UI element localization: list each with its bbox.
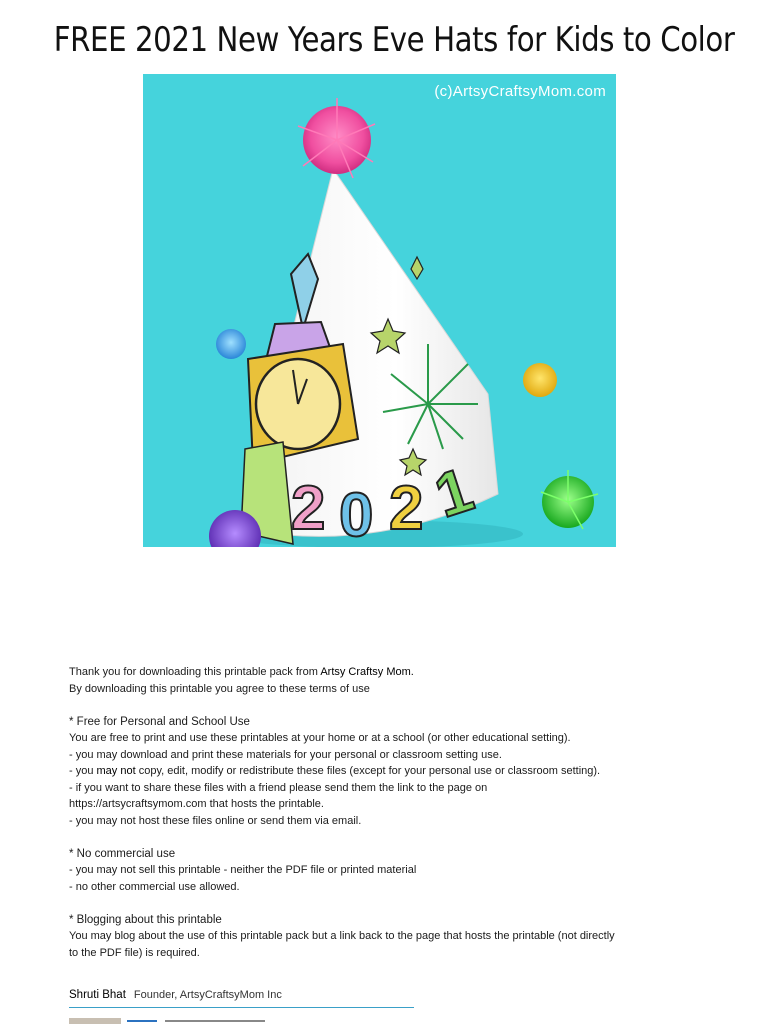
signature-role: Founder, ArtsyCraftsyMom Inc: [133, 989, 282, 1001]
may-not-emphasis: may not: [96, 765, 136, 777]
footer-text: [165, 1020, 265, 1022]
section-heading-blogging: * Blogging about this printable: [69, 913, 222, 926]
terms-line: - you may download and print these materials for your personal or classroom setting use.: [69, 748, 502, 761]
section-heading-personal-use: * Free for Personal and School Use: [69, 715, 250, 728]
svg-text:0: 0: [339, 481, 374, 547]
intro-line-2: By downloading this printable you agree to these terms of use: [69, 682, 370, 695]
terms-line: [69, 763, 709, 780]
intro-line: [69, 664, 709, 681]
svg-text:2: 2: [291, 474, 326, 543]
terms-line: - you may not sell this printable - neither the PDF file or printed material: [69, 864, 417, 876]
terms-line: You are free to print and use these printables at your home or at a school (or other educational setting).: [69, 732, 571, 744]
terms-line: - no other commercial use allowed.: [69, 880, 240, 893]
section-heading-commercial: * No commercial use: [69, 847, 176, 860]
intro-text: Thank you for downloading this printable pack from: [69, 666, 321, 678]
terms-line: - you may not host these files online or send them via email.: [69, 814, 362, 827]
party-hat-illustration: [143, 74, 616, 547]
terms-line: You may blog about the use of this printable pack but a link back to the page that hosts the printable (not directly: [69, 930, 615, 942]
party-hat-photo: [143, 74, 616, 547]
terms-line: https://artsycraftsymom.com that hosts the printable.: [69, 798, 324, 810]
terms-line: - if you want to share these files with a friend please send them the link to the page on: [69, 781, 488, 794]
footer-link: [127, 1020, 157, 1022]
signature-line: [69, 989, 414, 1008]
svg-text:2: 2: [389, 474, 424, 543]
terms-text: copy, edit, modify or redistribute these files (except for your personal use or classroom setting).: [135, 765, 601, 777]
footer-thumbnail: [69, 1018, 121, 1024]
terms-line: to the PDF file) is required.: [69, 946, 200, 959]
terms-of-use: [69, 664, 709, 961]
terms-text: - you: [69, 765, 97, 777]
page-title: FREE 2021 New Years Eve Hats for Kids to Color: [53, 20, 735, 60]
signature-name: Shruti Bhat: [69, 989, 126, 1001]
brand-name: Artsy Craftsy Mom.: [320, 666, 414, 678]
svg-text:1: 1: [426, 455, 482, 532]
watermark: (c)ArtsyCraftsyMom.com: [434, 83, 606, 100]
footer-strip: [69, 1018, 369, 1024]
